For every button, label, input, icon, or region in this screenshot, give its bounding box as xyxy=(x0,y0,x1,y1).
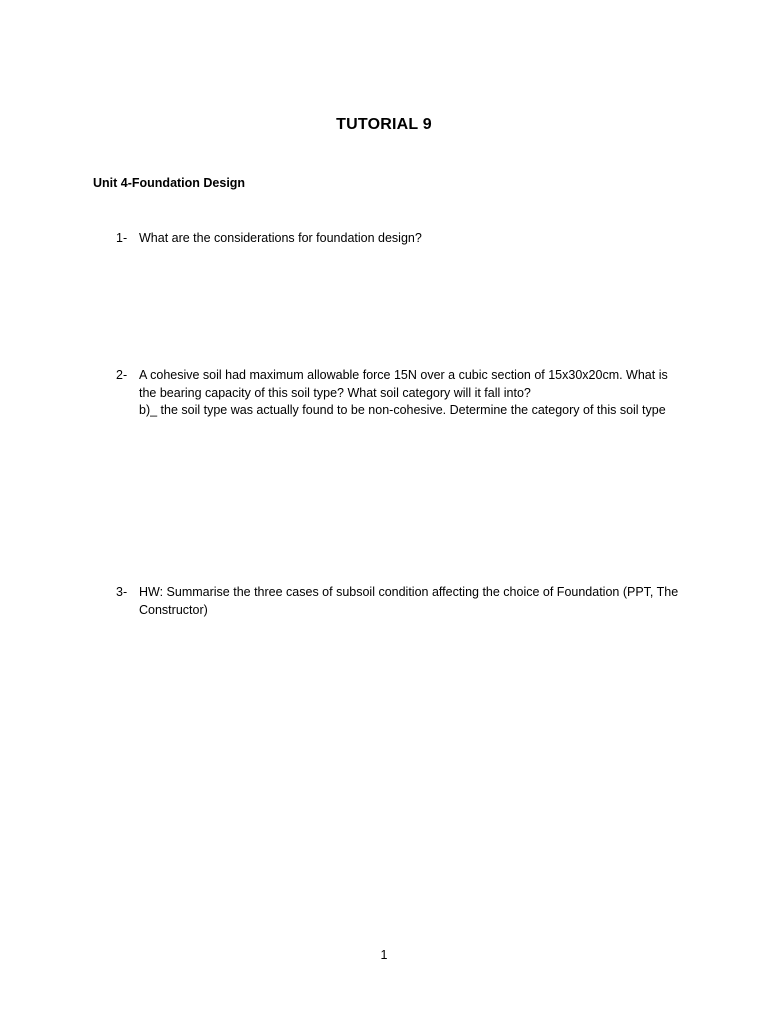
unit-heading: Unit 4-Foundation Design xyxy=(93,176,246,190)
question-3-line-1: HW: Summarise the three cases of subsoil condition affecting the choice of Foundation (PPT, The Constructor) xyxy=(139,585,679,617)
question-3 xyxy=(116,584,681,619)
question-1-line-1: What are the considerations for foundation design? xyxy=(139,231,422,245)
question-2-line-1: A cohesive soil had maximum allowable force 15N over a cubic section of 15x30x20cm. What is the bearing capacity of this soil type? What soil category will it fall into? xyxy=(139,368,668,400)
question-2 xyxy=(116,367,681,420)
question-3-number: 3- xyxy=(116,585,128,599)
page-number: 1 xyxy=(380,948,388,962)
question-2-text xyxy=(139,367,681,420)
document-title: TUTORIAL 9 xyxy=(336,116,432,133)
question-1-text xyxy=(139,230,681,248)
question-1 xyxy=(116,230,681,248)
question-2-number: 2- xyxy=(116,368,128,382)
question-1-number: 1- xyxy=(116,231,128,245)
question-2-line-2: b)_ the soil type was actually found to be non-cohesive. Determine the category of this soil type xyxy=(139,403,666,418)
question-3-text xyxy=(139,584,681,619)
